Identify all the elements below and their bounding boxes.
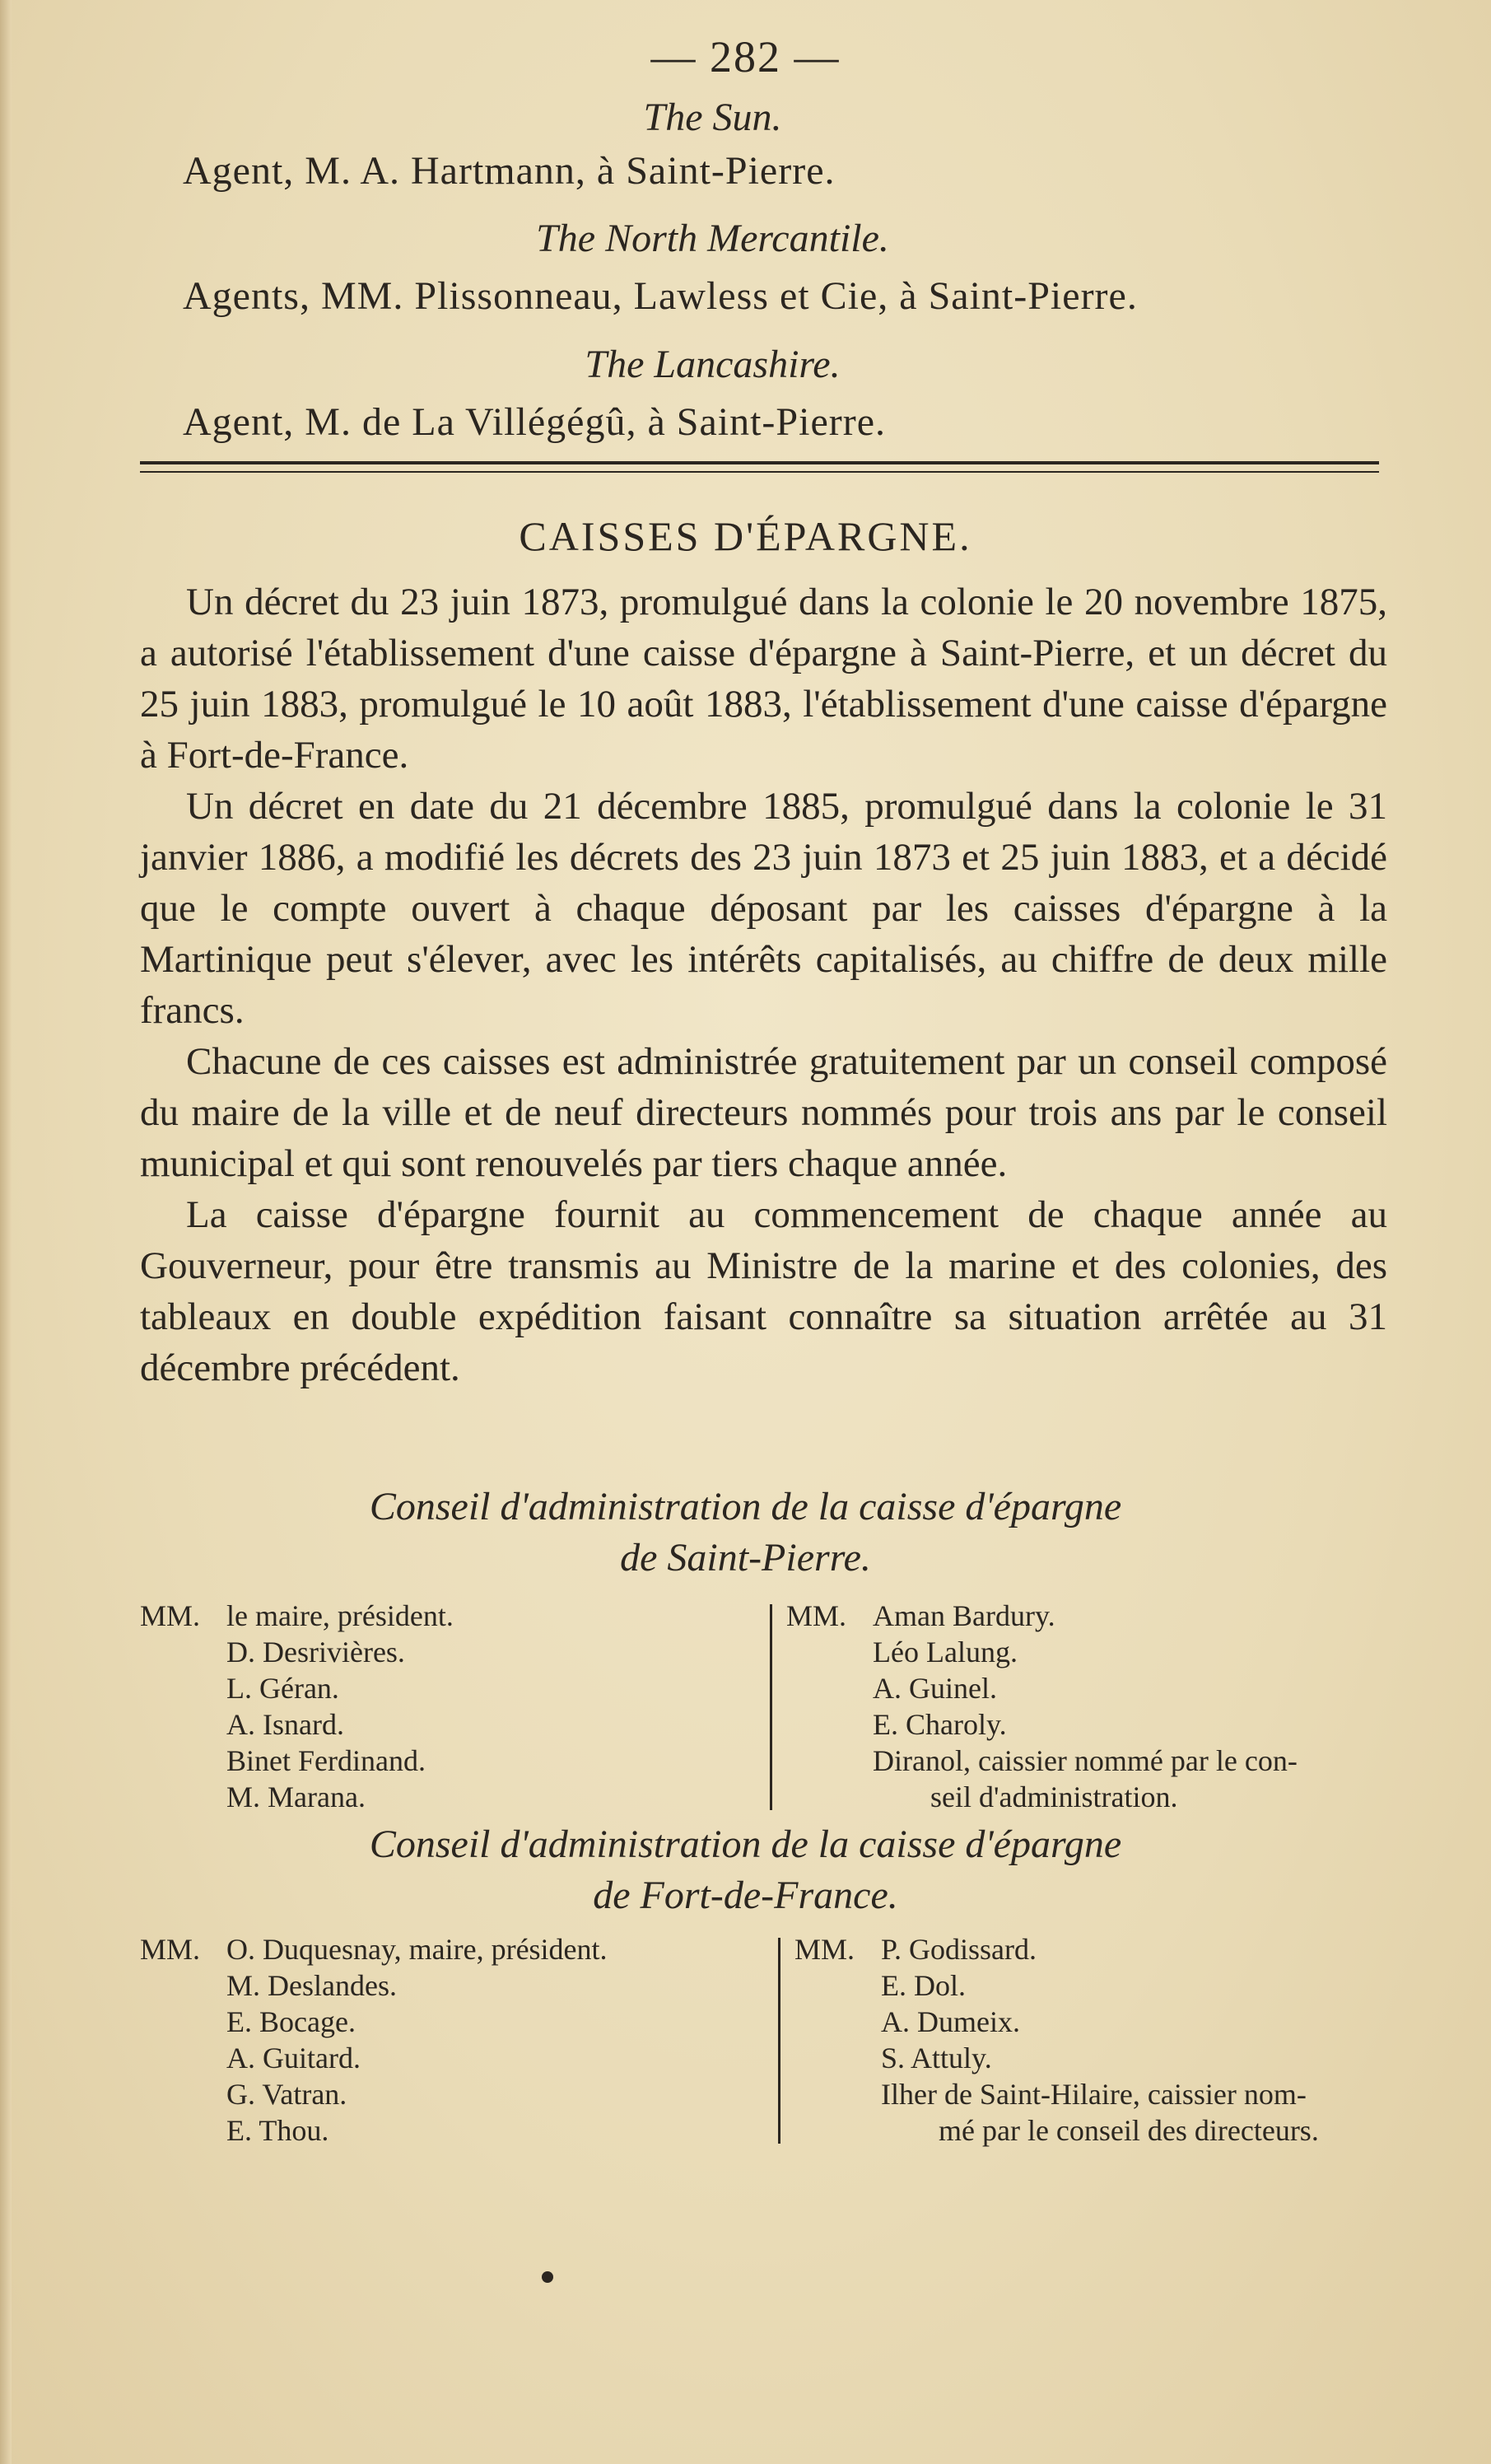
- company-name: The North Mercantile.: [536, 217, 889, 260]
- member-name: E. Dol.: [881, 1969, 966, 2002]
- paragraph: Un décret en date du 21 décembre 1885, promulgué dans la colonie le 31 janvier 1886, a modifié les décrets des 23 juin 1873 et 25 juin 1883, et a décidé que le compte ouvert à chaque déposant par les caisses d'épargne à la Martinique peut s'élever, avec les intérêts capitalisés, au chiffre de deux mille francs.: [140, 785, 1387, 1032]
- member-name: E. Charoly.: [873, 1708, 1007, 1741]
- body-text: [140, 576, 1387, 1393]
- member-name: Aman Bardury.: [873, 1599, 1055, 1632]
- paragraph: Chacune de ces caisses est administrée gratuitement par un conseil composé du maire de la ville et de neuf directeurs nommés pour trois ans par le conseil municipal et qui sont renouvelés par tiers chaque année.: [140, 1040, 1387, 1185]
- conseil-title: Conseil d'administration de la caisse d'épargne: [369, 1485, 1122, 1528]
- member-name: Ilher de Saint-Hilaire, caissier nom-: [881, 2078, 1307, 2111]
- member-name: A. Guitard.: [226, 2042, 361, 2074]
- member-name: D. Desrivières.: [226, 1636, 405, 1668]
- column-divider: [778, 1938, 780, 2144]
- member-name: Binet Ferdinand.: [226, 1744, 426, 1777]
- member-name: L. Géran.: [226, 1672, 339, 1705]
- member-name: Diranol, caissier nommé par le con-: [873, 1744, 1298, 1777]
- company-agent: Agent, M. de La Villégégû, à Saint-Pierre.: [183, 400, 887, 444]
- mm-label: MM.: [140, 1933, 201, 1966]
- conseil-subtitle: de Fort-de-France.: [593, 1874, 898, 1917]
- member-name: A. Isnard.: [226, 1708, 344, 1741]
- mm-label: MM.: [140, 1599, 201, 1632]
- member-name: M. Deslandes.: [226, 1969, 397, 2002]
- mm-label: MM.: [794, 1933, 855, 1966]
- member-name: E. Bocage.: [226, 2005, 356, 2038]
- company-name: The Lancashire.: [585, 343, 841, 386]
- ink-dot: [542, 2271, 553, 2283]
- member-name: le maire, président.: [226, 1599, 454, 1632]
- mm-label: MM.: [786, 1599, 847, 1632]
- conseil-subtitle: de Saint-Pierre.: [620, 1536, 871, 1580]
- member-name: M. Marana.: [226, 1780, 366, 1813]
- member-name: G. Vatran.: [226, 2078, 347, 2111]
- double-rule-bottom: [140, 471, 1379, 473]
- paragraph: La caisse d'épargne fournit au commencement de chaque année au Gouverneur, pour être transmis au Ministre de la marine et des colonies, des tableaux en double expédition faisant connaître sa situation arrêtée au 31 décembre précédent.: [140, 1193, 1387, 1389]
- paragraph: Un décret du 23 juin 1873, promulgué dans la colonie le 20 novembre 1875, a autorisé l'établissement d'une caisse d'épargne à Saint-Pierre, et un décret du 25 juin 1883, promulgué le 10 août 1883, l'établissement d'une caisse d'épargne à Fort-de-France.: [140, 581, 1387, 777]
- member-name: Léo Lalung.: [873, 1636, 1018, 1668]
- member-name: P. Godissard.: [881, 1933, 1037, 1966]
- member-name: A. Guinel.: [873, 1672, 997, 1705]
- company-agent: Agent, M. A. Hartmann, à Saint-Pierre.: [183, 149, 836, 193]
- conseil-title: Conseil d'administration de la caisse d'épargne: [369, 1822, 1122, 1866]
- company-agent: Agents, MM. Plissonneau, Lawless et Cie, à Saint-Pierre.: [183, 274, 1138, 318]
- member-name: O. Duquesnay, maire, président.: [226, 1933, 608, 1966]
- member-name: S. Attuly.: [881, 2042, 992, 2074]
- page-number: — 282 —: [650, 32, 841, 82]
- member-name: seil d'administration.: [930, 1780, 1178, 1813]
- members-table-fort-de-france: [140, 1931, 1408, 2154]
- company-name: The Sun.: [643, 96, 782, 139]
- section-title: CAISSES D'ÉPARGNE.: [519, 513, 972, 559]
- double-rule-top: [140, 461, 1379, 464]
- members-table-saint-pierre: [140, 1598, 1408, 1820]
- member-name: E. Thou.: [226, 2114, 329, 2147]
- column-divider: [770, 1604, 772, 1810]
- member-name: mé par le conseil des directeurs.: [939, 2114, 1319, 2147]
- member-name: A. Dumeix.: [881, 2005, 1020, 2038]
